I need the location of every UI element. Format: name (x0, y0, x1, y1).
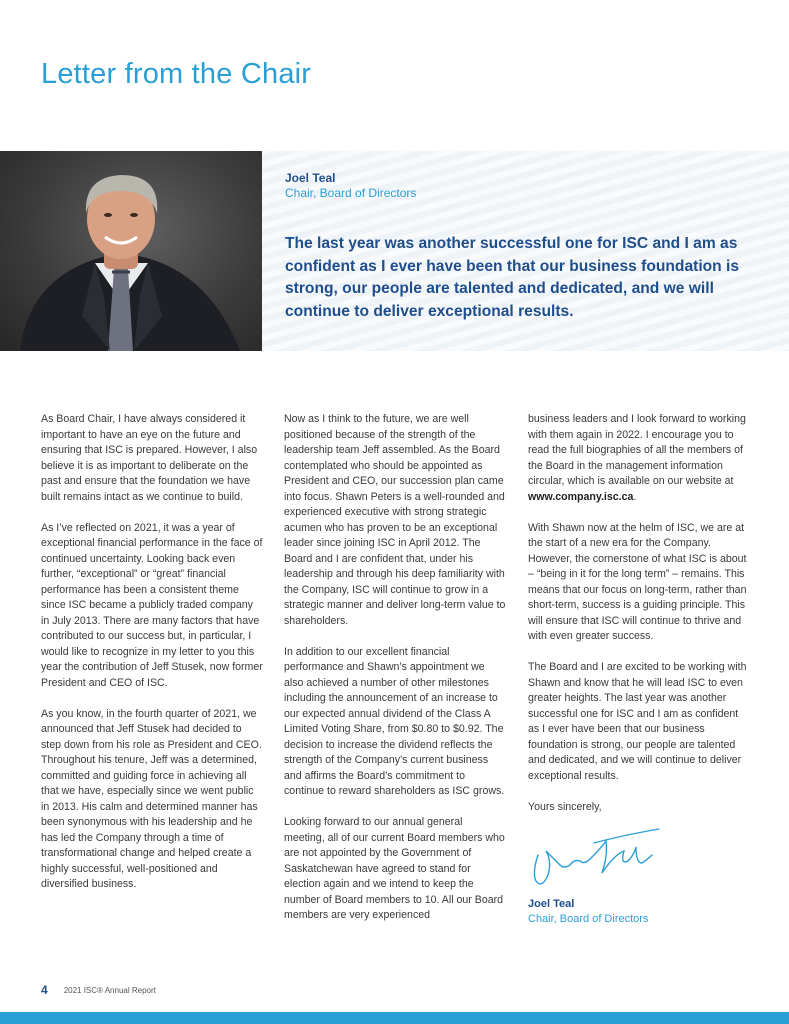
chair-portrait-illustration (0, 151, 262, 351)
signature-image (524, 825, 664, 895)
paragraph: Looking forward to our annual general meeting, all of our current Board members who are not appointed by the Government of Saskatchewan have agreed to stand for election again and we intend to keep the number of Board members to 10. All our Board members are very experienced (284, 816, 505, 921)
letter-column-1 (41, 412, 263, 908)
paragraph: The Board and I are excited to be working with Shawn and know that he will lead ISC to even greater heights. The last year was another successful one for ISC and I am as confident as I ever have been that our business foundation is strong, our people are talented and dedicated, and we will continue to deliver exceptional results. (528, 661, 747, 782)
page-number: 4 (41, 983, 48, 997)
paragraph: Now as I think to the future, we are well positioned because of the strength of the leadership team Jeff assembled. As the Board contemplated who should be appointed as President and CEO, our succession plan came into focus. Shawn Peters is a well-rounded and experienced executive with strong strategic acumen who has proven to be an exceptional leader since joining ISC in April 2012. The Board and I are confident that, under his leadership and through his deep familiarity with the Company, ISC will continue to grow in a strategic manner and deliver long-term value to shareholders. (284, 413, 506, 627)
chair-name: Joel Teal (285, 171, 336, 185)
paragraph: As I’ve reflected on 2021, it was a year of exceptional financial performance in the face of continued uncertainty. Looking back even further, “exceptional” or “great” financial performance has been a consistent theme since ISC became a publicly traded company in July 2013. There are many factors that have contributed to our success but, in particular, I would like to recognize in my letter to you this year the contribution of Jeff Stusek, now former President and CEO of ISC. (41, 521, 263, 689)
signature-name: Joel Teal (528, 897, 575, 910)
paragraph: With Shawn now at the helm of ISC, we are at the start of a new era for the Company. However, the cornerstone of what ISC is about – “being in it for the long term” – remains. This means that our focus on long-term, rather than short-term, success is a guiding principle. This will ensure that ISC will continue to thrive and with even greater success. (528, 521, 747, 642)
paragraph: As Board Chair, I have always considered it important to have an eye on the future and ensuring that ISC is prepared. However, I also believe it is as important to deliberate on the past and ensure that the foundation we have built remains intact as we continue to build. (41, 413, 258, 503)
closing-line: Yours sincerely, (528, 800, 602, 813)
report-title: 2021 ISC® Annual Report (63, 986, 156, 995)
paragraph: As you know, in the fourth quarter of 2021, we announced that Jeff Stusek had decided to step down from his role as President and CEO. Throughout his tenure, Jeff was a determined, committed and guiding force in achieving all that we have, especially since we went public in 2013. His calm and determined manner has been synonymous with his leadership and he has led the Company through a time of transformational change and helped create a highly successful, well-positioned and diversified business. (41, 707, 262, 890)
bottom-accent-bar (0, 1012, 789, 1024)
paragraph-text: business leaders and I look forward to working with them again in 2022. I encourage you to read the full biographies of all the members of the Board in the management information circular, which is available on our website at (528, 413, 746, 487)
paragraph (528, 412, 750, 505)
website-link[interactable]: www.company.isc.ca (528, 490, 634, 503)
letter-column-2 (284, 412, 506, 939)
chair-banner (0, 151, 789, 351)
paragraph: In addition to our excellent financial performance and Shawn’s appointment we also achieved a number of other milestones including the announcement of an increase to our expected annual dividend of the Class A Limited Voting Share, from $0.80 to $0.92. The decision to increase the dividend reflects the strength of the Company’s current business and affirms the Board’s commitment to continue to reward shareholders as ISC grows. (284, 645, 505, 797)
chair-role: Chair, Board of Directors (285, 186, 417, 200)
pull-quote: The last year was another successful one for ISC and I am as confident as I ever have been that our business foundation is strong, our people are talented and dedicated, and we will continue to deliver exceptional results. (285, 235, 740, 320)
letter-column-3 (528, 412, 750, 927)
paragraph-end: . (633, 490, 637, 503)
signature-role: Chair, Board of Directors (528, 912, 649, 925)
page-title: Letter from the Chair (41, 58, 312, 90)
chair-portrait (0, 151, 262, 351)
page-footer (41, 983, 156, 997)
